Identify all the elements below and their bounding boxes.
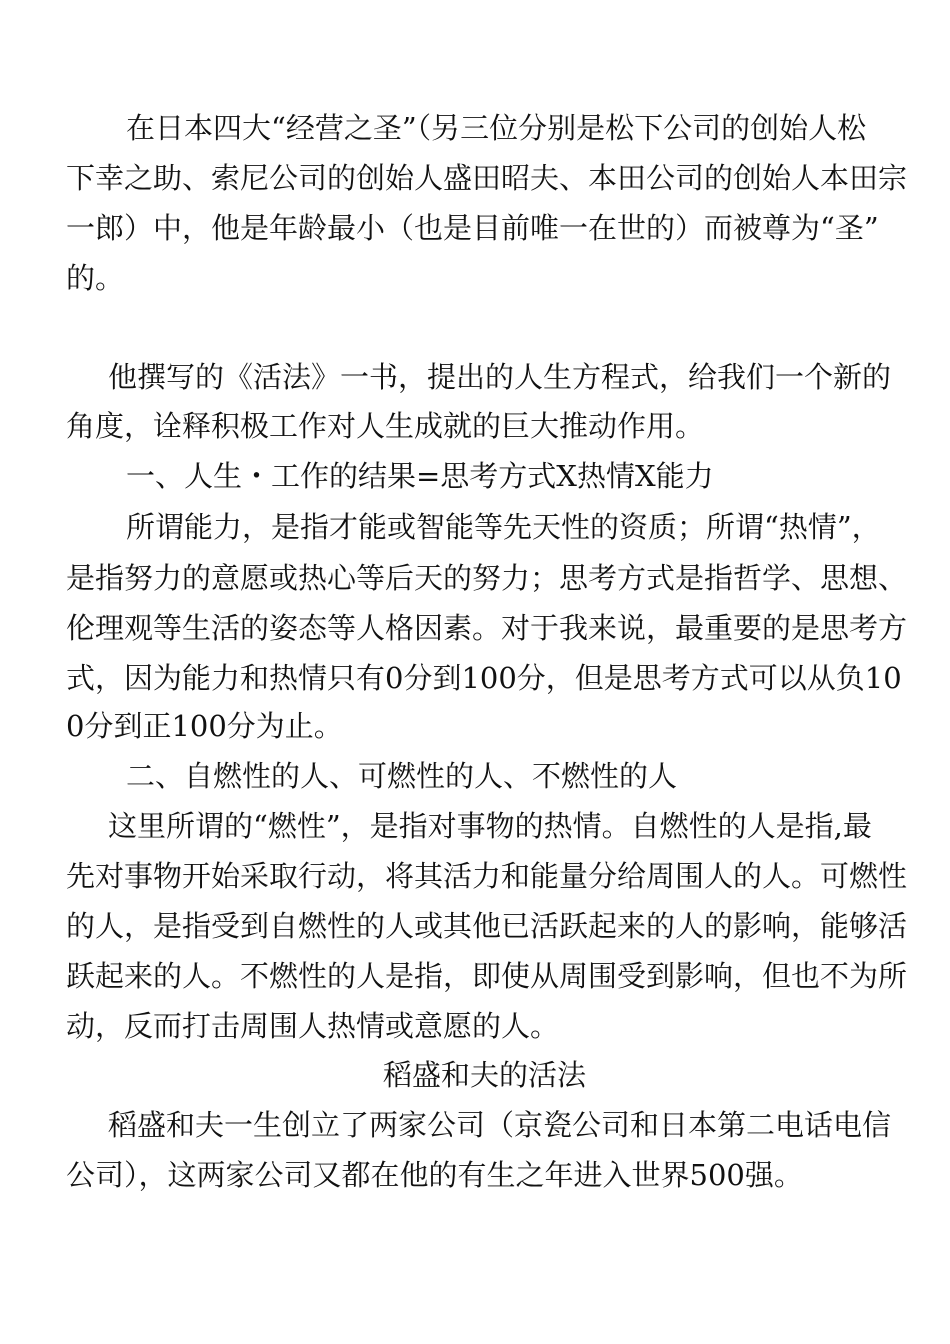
paragraph-1-line-3: 一郎）中，他是年龄最小（也是目前唯一在世的）而被尊为“圣” <box>66 211 879 245</box>
paragraph-1-line-2: 下幸之助、索尼公司的创始人盛田昭夫、本田公司的创始人本田宗 <box>66 161 908 195</box>
paragraph-5-line-1: 稻盛和夫一生创立了两家公司（京瓷公司和日本第二电话电信 <box>108 1108 892 1142</box>
paragraph-3-line-2: 是指努力的意愿或热心等后天的努力；思考方式是指哲学、思想、 <box>66 561 908 595</box>
paragraph-4-line-1: 这里所谓的“燃性”，是指对事物的热情。自燃性的人是指,最 <box>108 809 872 843</box>
section-heading-2: 二、自燃性的人、可燃性的人、不燃性的人 <box>126 759 678 793</box>
paragraph-3-line-3: 伦理观等生活的姿态等人格因素。对于我来说，最重要的是思考方 <box>66 611 908 645</box>
paragraph-4-line-5: 动，反而打击周围人热情或意愿的人。 <box>66 1009 560 1043</box>
paragraph-3-line-4: 式，因为能力和热情只有0分到100分，但是思考方式可以从负10 <box>66 661 902 695</box>
paragraph-4-line-2: 先对事物开始采取行动，将其活力和能量分给周围人的人。可燃性 <box>66 859 908 893</box>
section-title: 稻盛和夫的活法 <box>383 1058 587 1092</box>
section-heading-1: 一、人生・工作的结果=思考方式X热情X能力 <box>126 459 714 493</box>
paragraph-4-line-4: 跃起来的人。不燃性的人是指，即使从周围受到影响，但也不为所 <box>66 959 908 993</box>
paragraph-1-line-1: 在日本四大“经营之圣”（另三位分别是松下公司的创始人松 <box>126 111 867 145</box>
paragraph-1-line-4: 的。 <box>66 261 125 295</box>
paragraph-3-line-5: 0分到正100分为止。 <box>66 709 343 743</box>
paragraph-5-line-2: 公司），这两家公司又都在他的有生之年进入世界500强。 <box>66 1158 803 1192</box>
paragraph-4-line-3: 的人，是指受到自燃性的人或其他已活跃起来的人的影响，能够活 <box>66 909 908 943</box>
paragraph-2-line-2: 角度，诠释积极工作对人生成就的巨大推动作用。 <box>66 409 705 443</box>
paragraph-2-line-1: 他撰写的《活法》一书，提出的人生方程式，给我们一个新的 <box>108 360 892 394</box>
paragraph-3-line-1: 所谓能力，是指才能或智能等先天性的资质；所谓“热情”， <box>126 510 881 544</box>
